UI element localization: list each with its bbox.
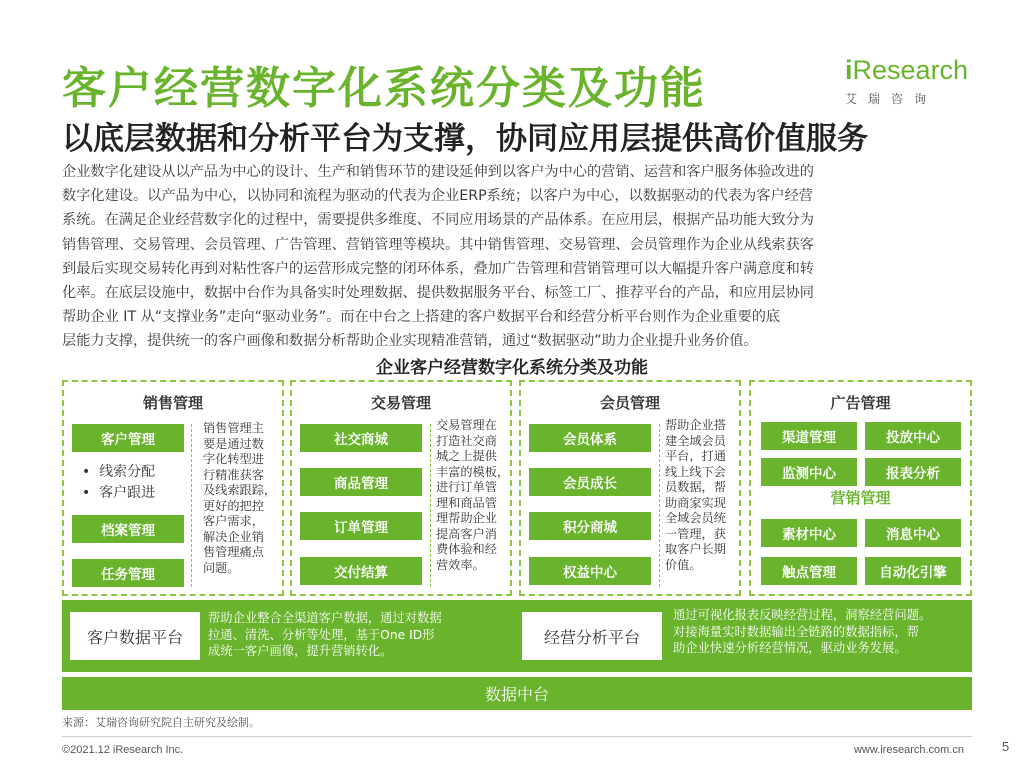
page-number: 5: [1002, 739, 1010, 754]
product-management-button: 商品管理: [300, 468, 422, 496]
member-module: [519, 380, 741, 596]
intro-line: 企业数字化建设从以产品为中心的设计、生产和销售环节的建设延伸到以客户为中心的营销、运营和客户服务体验改进的: [62, 164, 814, 180]
report-analysis-button: 报表分析: [865, 458, 961, 486]
channel-management-button: 渠道管理: [761, 422, 857, 450]
archive-management-button: 档案管理: [72, 515, 184, 543]
sales-heading: 销售管理: [142, 394, 203, 412]
website-url: www.iresearch.com.cn: [853, 744, 964, 756]
sales-bullets: [82, 462, 155, 504]
member-description: 帮助企业搭 建全域会员 平台，打通 线上线下会 员数据，帮 助商家实现 全域会员统 一管理，获 取客户长期 价值。: [665, 418, 726, 572]
sales-module: [62, 380, 284, 596]
platform-layer: [62, 600, 972, 672]
benefits-center-button: 权益中心: [529, 557, 651, 585]
business-analytics-platform-box: 经营分析平台: [522, 612, 662, 660]
iresearch-logo: [845, 55, 970, 115]
intro-line: 化率。在底层设施中，数据中台作为具备实时处理数据、提供数据服务平台、标签工厂、推荐平台的产品，和应用层协同: [62, 285, 814, 302]
page-title: 客户经营数字化系统分类及功能: [62, 63, 706, 114]
marketing-heading: 营销管理: [830, 489, 891, 507]
footer-divider: [62, 736, 972, 737]
page-subtitle: 以底层数据和分析平台为支撑，协同应用层提供高价值服务: [62, 121, 868, 157]
intro-line: 数字化建设。以产品为中心，以协同和流程为驱动的代表为企业ERP系统；以客户为中心，以数据驱动的代表为客户经营: [62, 188, 813, 205]
source-note: 来源：艾瑞咨询研究院自主研究及绘制。: [62, 716, 260, 729]
data-middle-platform-bar: 数据中台: [62, 677, 972, 710]
message-center-button: 消息中心: [865, 519, 961, 547]
divider: [430, 424, 431, 587]
trade-heading: 交易管理: [370, 394, 431, 412]
sales-description: 销售管理主 要是通过数 字化转型进 行精准获客 及线索跟踪， 更好的把控 客户需求， 解决企业销 售管理痛点 问题。: [203, 421, 277, 575]
intro-line: 销售管理、交易管理、会员管理、广告管理、营销管理等模块。其中销售管理、交易管理、会员管理作为企业从线索获客: [62, 236, 814, 253]
delivery-settlement-button: 交付结算: [300, 557, 422, 585]
member-growth-button: 会员成长: [529, 468, 651, 496]
monitoring-center-button: 监测中心: [761, 458, 857, 486]
order-management-button: 订单管理: [300, 512, 422, 540]
intro-line: 系统。在满足企业经营数字化的过程中，需要提供多维度、不同应用场景的产品体系。在应用层，根据产品功能大致分为: [62, 212, 814, 229]
logo-wordmark: iResearch: [845, 55, 969, 85]
social-mall-button: 社交商城: [300, 424, 422, 452]
intro-paragraph: [62, 160, 977, 354]
ad-heading: 广告管理: [830, 394, 891, 412]
trade-module: [290, 380, 512, 596]
task-management-button: 任务管理: [72, 559, 184, 587]
points-mall-button: 积分商城: [529, 512, 651, 540]
intro-line: 层能力支撑，提供统一的客户画像和数据分析帮助企业实现精准营销，通过“数据驱动”助力企业提升业务价值。: [62, 333, 758, 350]
cdp-description: 帮助企业整合全渠道客户数据，通过对数据 拉通、清洗、分析等处理，基于One ID形 成统一客户画像，提升营销转化。: [208, 611, 442, 658]
member-system-button: 会员体系: [529, 424, 651, 452]
intro-line: 帮助企业 IT 从“支撑业务”走向“驱动业务”。而在中台之上搭建的客户数据平台和经营分析平台则作为企业重要的底: [62, 309, 781, 326]
delivery-center-button: 投放中心: [865, 422, 961, 450]
member-heading: 会员管理: [599, 394, 660, 412]
logo-chinese-name: 艾瑞咨询: [845, 92, 938, 106]
bullet-item: • 客户跟进: [82, 485, 156, 501]
customer-data-platform-box: 客户数据平台: [70, 612, 200, 660]
divider: [659, 424, 660, 587]
trade-description: 交易管理在 打造社交商 城之上提供 丰富的模板， 进行订单管 理和商品管 理帮助企业 提高客户消 费体验和经 营效率。: [436, 418, 510, 572]
ad-marketing-module: [749, 380, 972, 596]
copyright: ©2021.12 iResearch Inc.: [62, 744, 184, 756]
automation-engine-button: 自动化引擎: [865, 557, 961, 585]
customer-management-button: 客户管理: [72, 424, 184, 452]
touchpoint-management-button: 触点管理: [761, 557, 857, 585]
material-center-button: 素材中心: [761, 519, 857, 547]
intro-line: 到最后实现交易转化再到对粘性客户的运营形成完整的闭环体系，叠加广告管理和营销管理可以大幅提升客户满意度和转: [62, 260, 814, 277]
bullet-item: • 线索分配: [82, 464, 156, 480]
divider: [191, 424, 192, 587]
diagram-title: 企业客户经营数字化系统分类及功能: [376, 358, 648, 378]
analytics-description: 通过可视化报表反映经营过程，洞察经营问题。 对接海量实时数据输出全链路的数据指标，帮 助企业快速分析经营情况，驱动业务发展。: [673, 608, 932, 655]
